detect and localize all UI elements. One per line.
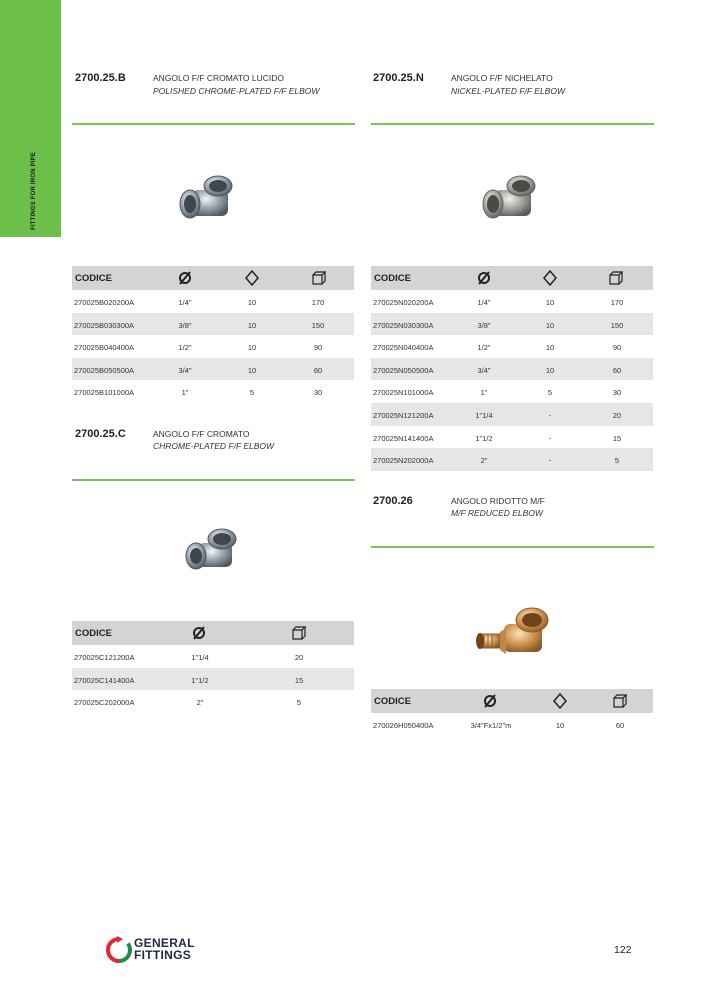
- cell-size: 1/2": [477, 343, 491, 353]
- table-row: [371, 426, 653, 449]
- cell-code: 270025B101000A: [74, 388, 135, 398]
- table-row: [371, 448, 653, 471]
- cell-qty: 10: [247, 343, 257, 353]
- cell-pack: 90: [612, 343, 622, 353]
- product-code: 2700.25.B: [75, 72, 126, 84]
- box-icon: [312, 270, 327, 286]
- cell-code: 270025N202000A: [373, 456, 434, 466]
- cell-size: 3/4": [178, 365, 192, 375]
- product-desc-en: M/F REDUCED ELBOW: [451, 508, 543, 518]
- reduced-elbow-photo: [472, 604, 562, 666]
- table-row: [371, 358, 653, 381]
- cell-size: 2": [480, 456, 488, 466]
- cell-pack: 20: [294, 653, 304, 662]
- hex-wrench-icon: [543, 270, 558, 286]
- cell-qty: 10: [247, 320, 257, 330]
- logo-line-2: FITTINGS: [134, 947, 192, 962]
- header-codice: CODICE: [374, 696, 411, 707]
- cell-qty: 10: [247, 298, 257, 307]
- cell-qty: -: [548, 433, 552, 443]
- cell-qty: 10: [555, 721, 565, 730]
- table-row: [72, 313, 354, 336]
- table-row: [371, 335, 653, 358]
- elbow-photo: [475, 172, 549, 226]
- cell-size: 1"1/2: [475, 433, 493, 443]
- elbow-photo: [172, 172, 246, 226]
- table-header: [371, 266, 653, 290]
- elbow-photo: [178, 526, 248, 578]
- cell-pack: 150: [610, 320, 624, 330]
- table-row: [72, 668, 354, 691]
- table-row: [72, 690, 354, 713]
- cell-pack: 150: [311, 320, 325, 330]
- table-row: [371, 313, 653, 336]
- product-desc-it: ANGOLO F/F CROMATO: [153, 429, 250, 439]
- cell-code: 270025N121200A: [373, 410, 434, 420]
- header-codice: CODICE: [75, 628, 112, 639]
- table-row: [371, 380, 653, 403]
- table-row: [72, 380, 354, 403]
- cell-size: 1": [480, 388, 488, 398]
- cell-pack: 15: [612, 433, 622, 443]
- box-icon: [292, 625, 307, 641]
- product-code: 2700.26: [373, 495, 413, 507]
- cell-qty: 5: [547, 388, 553, 398]
- cell-size: 2": [196, 698, 204, 708]
- table-row: [72, 645, 354, 668]
- cell-size: 3/4"Fx1/2"m: [470, 721, 512, 730]
- cell-size: 1/4": [477, 298, 491, 307]
- green-divider: [371, 123, 654, 125]
- cell-qty: 10: [545, 365, 555, 375]
- product-desc-en: POLISHED CHROME-PLATED F/F ELBOW: [153, 86, 320, 96]
- cell-pack: 15: [294, 675, 304, 685]
- cell-pack: 5: [614, 456, 620, 466]
- cell-pack: 5: [296, 698, 302, 708]
- product-table: [72, 266, 354, 403]
- product-desc-it: ANGOLO RIDOTTO M/F: [451, 496, 545, 506]
- product-table: [72, 621, 354, 713]
- product-table: [371, 266, 653, 471]
- cell-qty: 10: [545, 298, 555, 307]
- cell-code: 270025N020200A: [373, 298, 434, 307]
- cell-qty: 10: [545, 320, 555, 330]
- cell-size: 3/8": [178, 320, 192, 330]
- cell-qty: 5: [249, 388, 255, 398]
- cell-pack: 60: [313, 365, 323, 375]
- general-fittings-logo-icon: [106, 936, 132, 964]
- cell-code: 270025C202000A: [74, 698, 135, 708]
- product-desc-it: ANGOLO F/F NICHELATO: [451, 73, 553, 83]
- box-icon: [613, 693, 628, 709]
- cell-code: 270025B050500A: [74, 365, 135, 375]
- cell-qty: -: [548, 410, 552, 420]
- cell-pack: 30: [612, 388, 622, 398]
- table-header: [371, 689, 653, 713]
- cell-code: 270025B030300A: [74, 320, 135, 330]
- cell-code: 270025N040400A: [373, 343, 434, 353]
- cell-code: 270025N141400A: [373, 433, 434, 443]
- cell-code: 270025B020200A: [74, 298, 135, 307]
- cell-size: 3/8": [477, 320, 491, 330]
- diameter-icon: [178, 270, 193, 286]
- page-number: 122: [614, 944, 632, 956]
- header-codice: CODICE: [75, 273, 112, 284]
- sidebar-tab: [0, 0, 61, 237]
- table-row: [72, 335, 354, 358]
- table-header: [72, 621, 354, 645]
- green-divider: [371, 546, 654, 548]
- hex-wrench-icon: [245, 270, 260, 286]
- cell-qty: 10: [545, 343, 555, 353]
- product-desc-en: NICKEL-PLATED F/F ELBOW: [451, 86, 565, 96]
- cell-code: 270025B040400A: [74, 343, 135, 353]
- cell-qty: -: [548, 456, 552, 466]
- table-header: [72, 266, 354, 290]
- table-row: [371, 713, 653, 736]
- cell-code: 270025N050500A: [373, 365, 434, 375]
- cell-pack: 90: [313, 343, 323, 353]
- product-table: [371, 689, 653, 736]
- diameter-icon: [192, 625, 207, 641]
- cell-code: 270025N030300A: [373, 320, 434, 330]
- cell-pack: 60: [612, 365, 622, 375]
- diameter-icon: [477, 270, 492, 286]
- green-divider: [72, 123, 355, 125]
- brand-logo-text: [134, 938, 195, 961]
- header-codice: CODICE: [374, 273, 411, 284]
- sidebar-label: FITTINGS FOR IRON PIPE: [31, 151, 37, 230]
- green-divider: [72, 479, 355, 481]
- cell-code: 270025C121200A: [74, 653, 135, 662]
- product-code: 2700.25.N: [373, 72, 424, 84]
- table-row: [371, 403, 653, 426]
- cell-code: 270026H050400A: [373, 721, 434, 730]
- cell-size: 1"1/2: [191, 675, 209, 685]
- cell-code: 270025C141400A: [74, 675, 135, 685]
- cell-size: 1"1/4: [475, 410, 493, 420]
- cell-size: 1"1/4: [191, 653, 209, 662]
- product-desc-it: ANGOLO F/F CROMATO LUCIDO: [153, 73, 284, 83]
- box-icon: [609, 270, 624, 286]
- cell-size: 3/4": [477, 365, 491, 375]
- cell-pack: 60: [615, 721, 625, 730]
- table-row: [72, 358, 354, 381]
- table-row: [72, 290, 354, 313]
- cell-code: 270025N101000A: [373, 388, 434, 398]
- cell-pack: 170: [610, 298, 624, 307]
- cell-size: 1/2": [178, 343, 192, 353]
- product-desc-en: CHROME-PLATED F/F ELBOW: [153, 441, 275, 451]
- table-row: [371, 290, 653, 313]
- diameter-icon: [483, 693, 498, 709]
- logo-line-1: GENERAL: [134, 936, 195, 950]
- cell-size: 1": [181, 388, 189, 398]
- cell-size: 1/4": [178, 298, 192, 307]
- cell-pack: 20: [612, 410, 622, 420]
- cell-qty: 10: [247, 365, 257, 375]
- cell-pack: 30: [313, 388, 323, 398]
- product-code: 2700.25.C: [75, 428, 126, 440]
- hex-wrench-icon: [553, 693, 568, 709]
- cell-pack: 170: [311, 298, 325, 307]
